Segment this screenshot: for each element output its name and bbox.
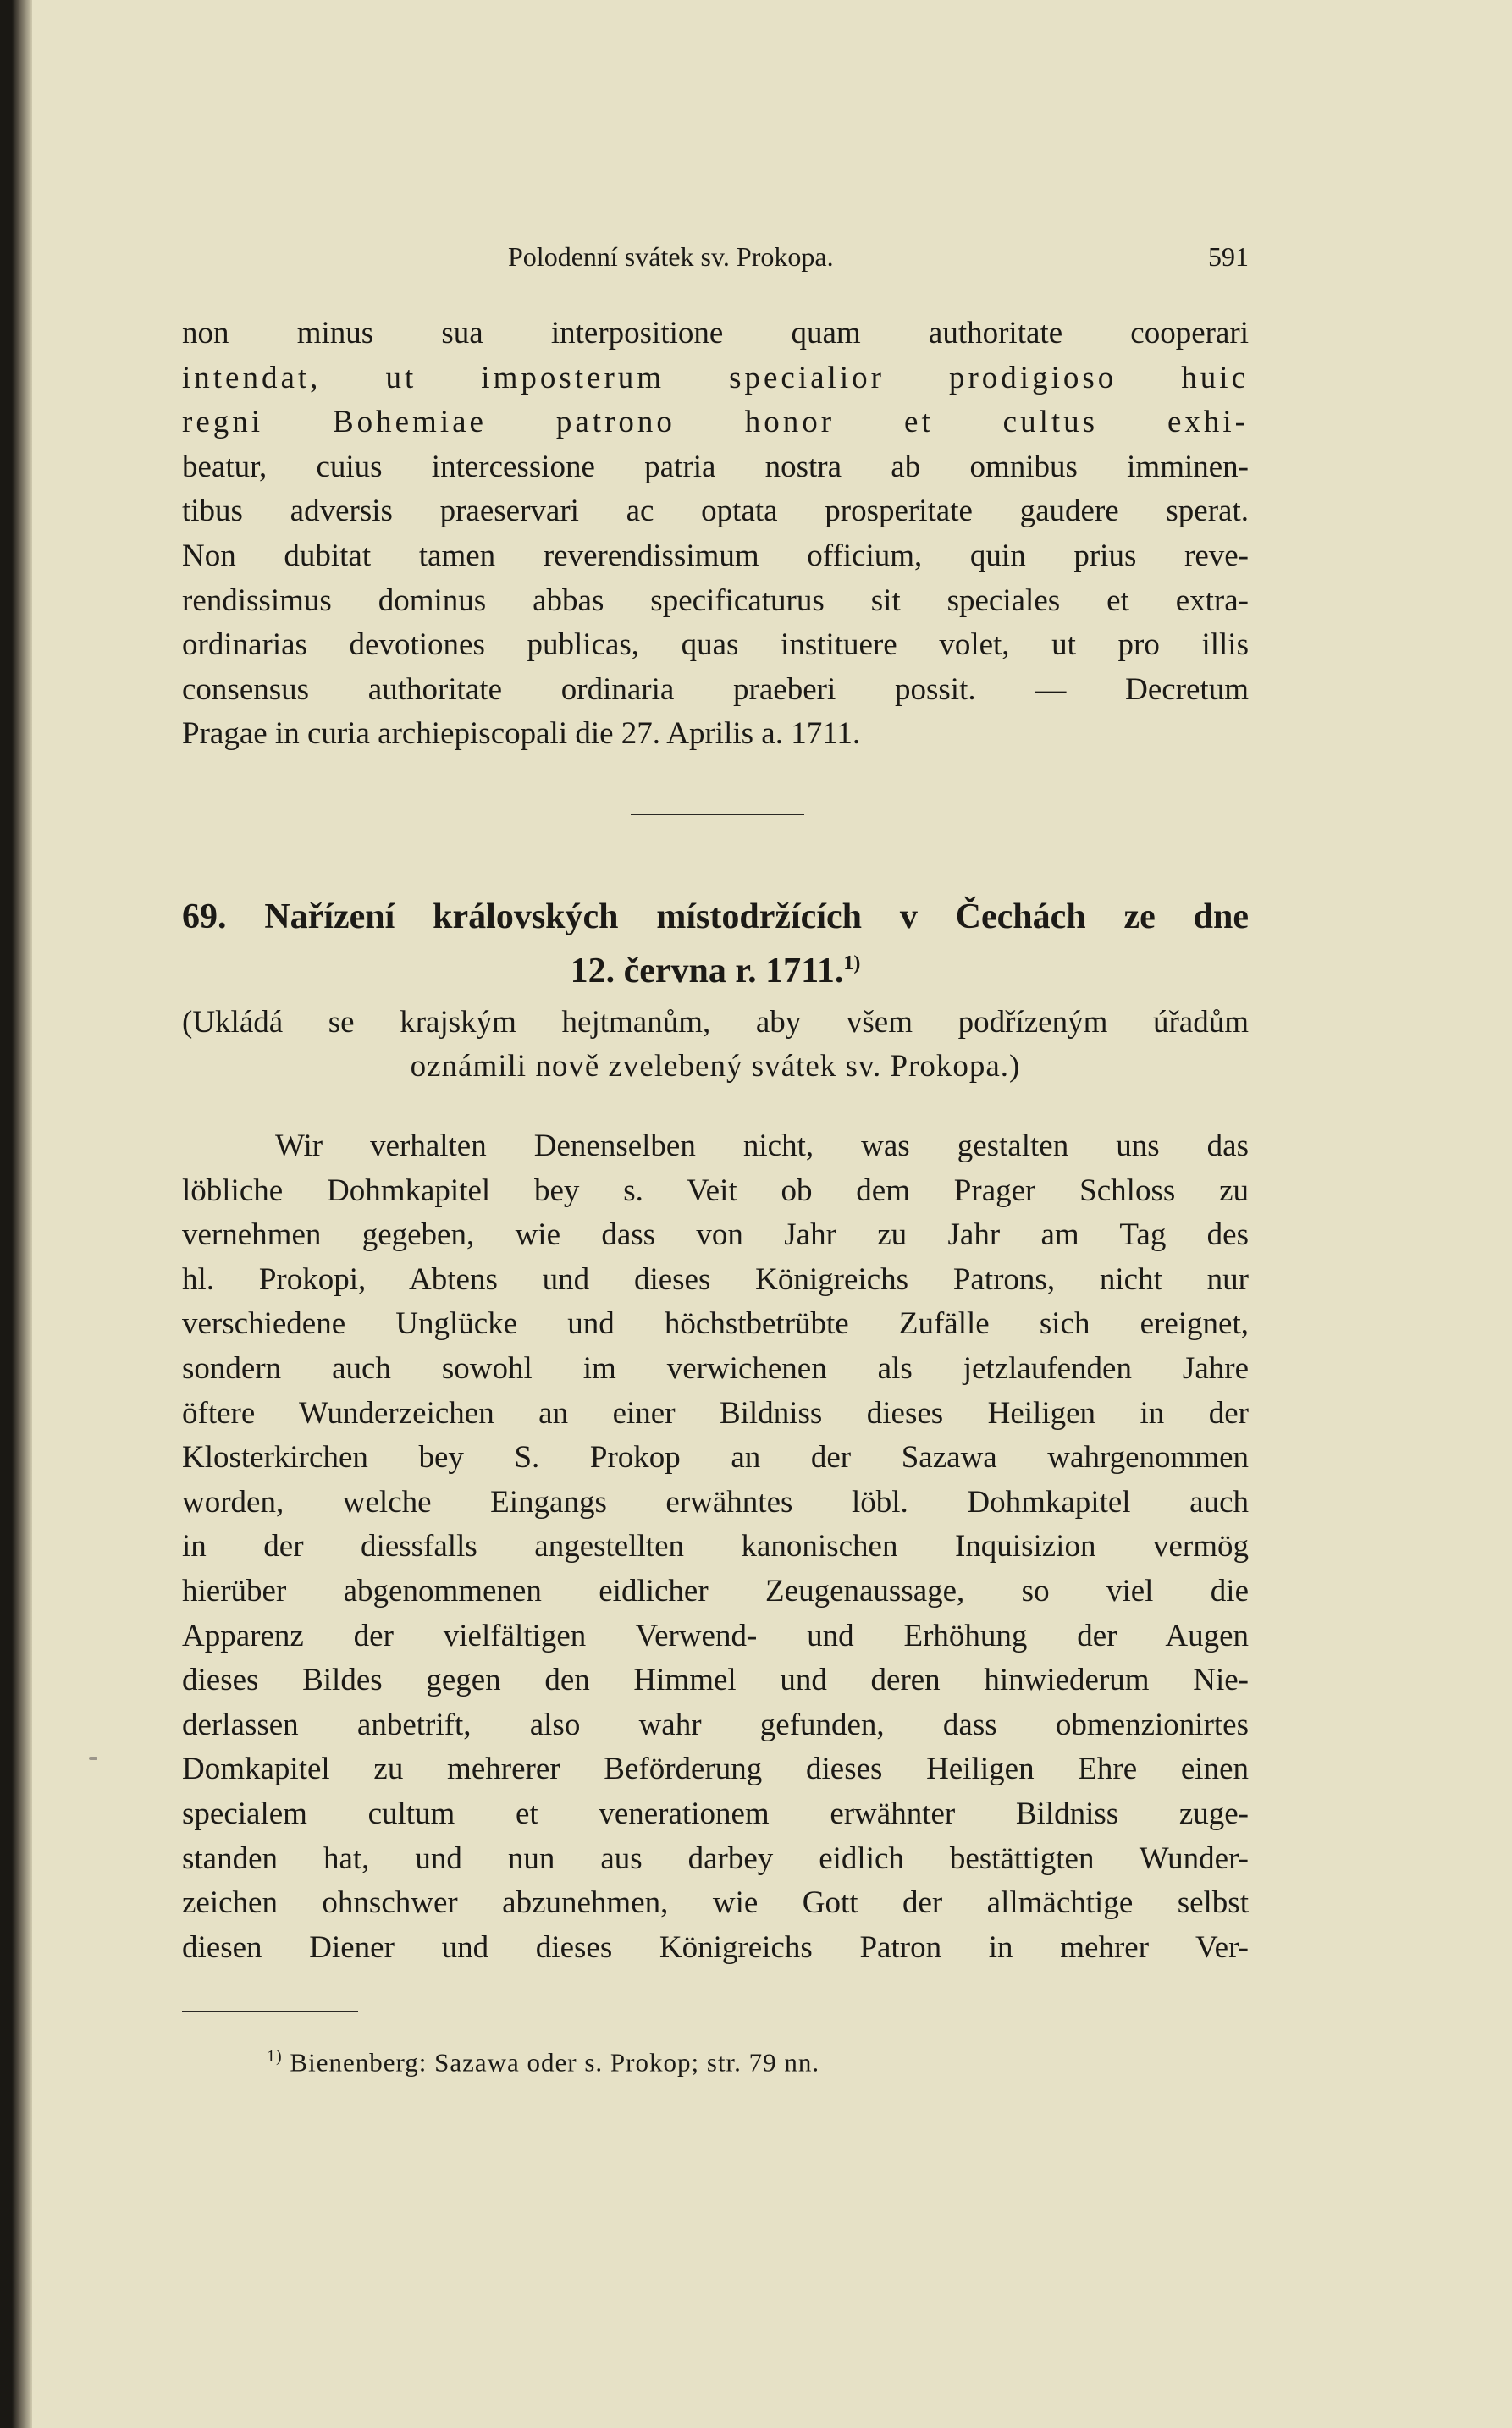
text-line: Apparenz der vielfältigen Verwend- und Erhöhung der Augen xyxy=(182,1618,1249,1653)
latin-decree-paragraph xyxy=(182,312,1249,757)
text-line: vernehmen gegeben, wie dass von Jahr zu Jahr am Tag des xyxy=(182,1217,1249,1253)
text-line: derlassen anbetrift, also wahr gefunden, dass obmenzionirtes xyxy=(182,1707,1249,1742)
text-line: sondern auch sowohl im verwichenen als jetzlaufenden Jahre xyxy=(182,1350,1249,1386)
text-line: hl. Prokopi, Abtens und dieses Königreichs Patrons, nicht nur xyxy=(182,1261,1249,1297)
footnote-rule xyxy=(182,2011,358,2012)
text-line: non minus sua interpositione quam authoritate cooperari xyxy=(182,316,1249,350)
book-page xyxy=(182,0,1249,2428)
text-line: öftere Wunderzeichen an einer Bildniss dieses Heiligen in der xyxy=(182,1395,1249,1431)
text-line: verschiedene Unglücke und höchstbetrübte Zufälle sich ereignet, xyxy=(182,1306,1249,1342)
footnote xyxy=(267,2047,819,2078)
text-line: Wir verhalten Denenselben nicht, was gestalten uns das xyxy=(275,1128,1249,1163)
page-number: 591 xyxy=(1208,241,1249,272)
section-heading-line2 xyxy=(182,941,1249,995)
text-line: regni Bohemiae patrono honor et cultus exhi- xyxy=(182,405,1249,440)
section-heading xyxy=(182,894,1249,995)
text-line: tibus adversis praeservari ac optata prosperitate gaudere sperat. xyxy=(182,494,1249,529)
footnote-text: Bienenberg: Sazawa oder s. Prokop; str. 79 nn. xyxy=(290,2047,820,2078)
text-line: Domkapitel zu mehrerer Beförderung dieses Heiligen Ehre einen xyxy=(182,1752,1249,1787)
text-line: Pragae in curia archiepiscopali die 27. Aprilis a. 1711. xyxy=(182,716,861,752)
paper-speck xyxy=(89,1757,97,1760)
footnote-reference: 1) xyxy=(843,952,861,974)
section-summary-line1: (Ukládá se krajským hejtmanům, aby všem podřízeným úřadům xyxy=(182,1005,1249,1040)
text-line: löbliche Dohmkapitel bey s. Veit ob dem Prager Schloss zu xyxy=(182,1173,1249,1208)
text-line: diesen Diener und dieses Königreichs Patron in mehrer Ver- xyxy=(182,1929,1249,1965)
section-divider xyxy=(631,814,804,815)
text-line: in der diessfalls angestellten kanonischen Inquisizion vermög xyxy=(182,1529,1249,1564)
running-head-title: Polodenní svátek sv. Prokopa. xyxy=(508,241,834,272)
text-line: specialem cultum et venerationem erwähnter Bildniss zuge- xyxy=(182,1796,1249,1831)
text-line: rendissimus dominus abbas specificaturus sit speciales et extra- xyxy=(182,582,1249,618)
text-line: standen hat, und nun aus darbey eidlich bestättigten Wunder- xyxy=(182,1840,1249,1876)
text-line: consensus authoritate ordinaria praeberi possit. — Decretum xyxy=(182,671,1249,707)
book-binding-edge xyxy=(0,0,32,2428)
german-decree-paragraph xyxy=(182,1124,1249,1970)
section-date: 12. června r. 1711. xyxy=(570,952,844,991)
text-line: ordinarias devotiones publicas, quas instituere volet, ut pro illis xyxy=(182,627,1249,663)
text-line: worden, welche Eingangs erwähntes löbl. Dohmkapitel auch xyxy=(182,1484,1249,1520)
text-line: Non dubitat tamen reverendissimum officium, quin prius reve- xyxy=(182,538,1249,573)
text-line: dieses Bildes gegen den Himmel und deren hinwiederum Nie- xyxy=(182,1663,1249,1698)
text-line: beatur, cuius intercessione patria nostra ab omnibus imminen- xyxy=(182,449,1249,484)
footnote-mark: 1) xyxy=(267,2047,283,2066)
section-summary xyxy=(182,1001,1249,1089)
section-summary-line2: oznámili nově zvelebený svátek sv. Prokopa.) xyxy=(410,1049,1021,1084)
text-line: intendat, ut imposterum specialior prodigioso huic xyxy=(182,360,1249,395)
text-line: zeichen ohnschwer abzunehmen, wie Gott der allmächtige selbst xyxy=(182,1885,1249,1921)
text-line: Klosterkirchen bey S. Prokop an der Sazawa wahrgenommen xyxy=(182,1440,1249,1476)
text-line: hierüber abgenommenen eidlicher Zeugenaussage, so viel die xyxy=(182,1573,1249,1609)
running-head xyxy=(182,241,1249,275)
section-heading-line1: 69. Nařízení královských místodržících v Čechách ze dne xyxy=(182,897,1249,936)
